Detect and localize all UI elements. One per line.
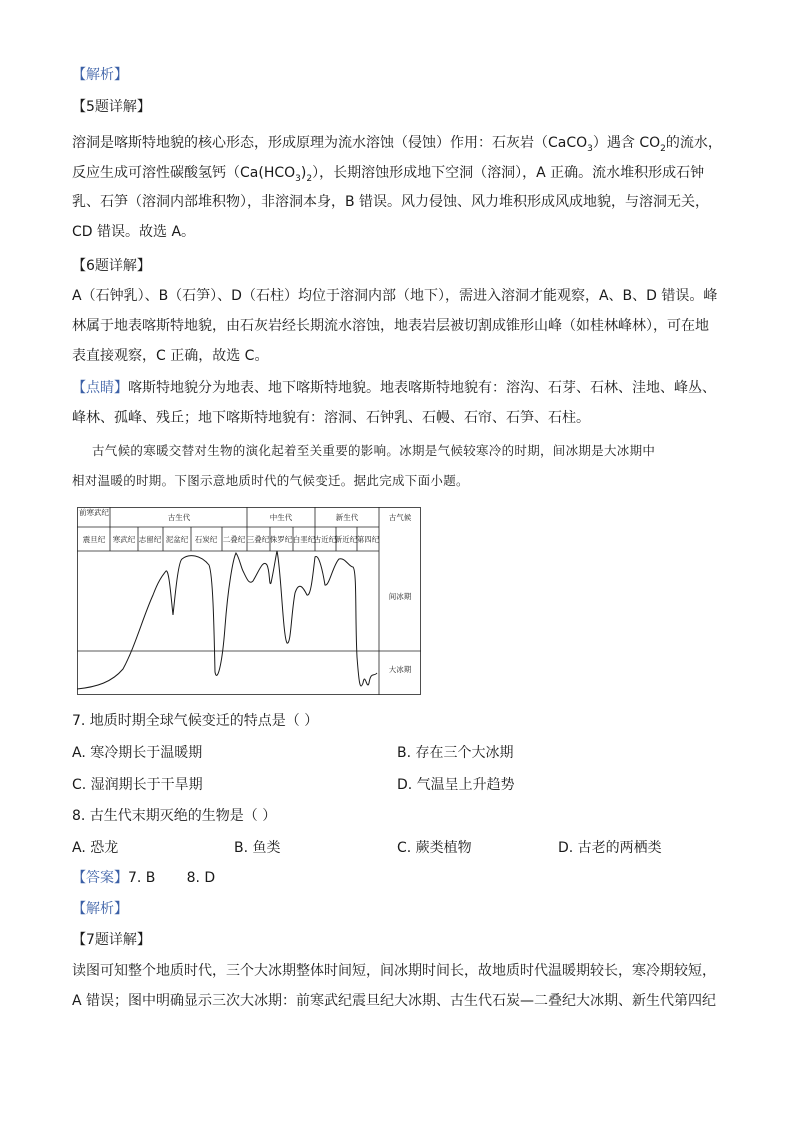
key-point-paragraph: 【点睛】喀斯特地貌分为地表、地下喀斯特地貌。地表喀斯特地貌有：溶沟、石芽、石林、洼地、峰丛、: [72, 380, 716, 396]
period-label: 白垩纪: [292, 535, 316, 544]
analysis-heading: 【解析】: [72, 67, 128, 83]
period-label: 志留纪: [138, 535, 162, 544]
period-label: 侏罗纪: [269, 535, 293, 544]
paragraph-line: 反应生成可溶性碳酸氢钙$(Ca(HCO_3)_2)$，长期溶蚀形成地下空洞（溶洞），A 正确。流水堆积形成石钟: [72, 165, 705, 184]
period-label: 寒武纪: [112, 535, 136, 544]
question-8-option-c[interactable]: C. 蕨类植物: [397, 840, 472, 856]
question-8-option-b[interactable]: B. 鱼类: [234, 840, 281, 856]
paragraph-line: 峰林、孤峰、残丘；地下喀斯特地貌有：溶洞、石钟乳、石幔、石帘、石笋、石柱。: [72, 410, 590, 426]
climate-curve: [77, 551, 377, 689]
ice-age-label: 大冰期: [388, 665, 412, 674]
era-cenozoic-label: 新生代: [335, 513, 359, 522]
period-label: 新近纪: [334, 535, 358, 544]
period-label: 二叠纪: [222, 535, 246, 544]
question-7: 7. 地质时期全球气候变迁的特点是（ ）: [72, 713, 319, 729]
era-mesozoic-label: 中生代: [269, 513, 293, 522]
period-label: 古近纪: [313, 535, 337, 544]
material-intro: 古气候的寒暖交替对生物的演化起着至关重要的影响。冰期是气候较寒冷的时期，间冰期是大冰期中: [92, 443, 656, 458]
question-5-detail-heading: 【5题详解】: [72, 99, 151, 115]
question-7-option-c[interactable]: C. 湿润期长于干旱期: [72, 777, 203, 793]
paragraph-line: CD 错误。故选 A。: [72, 224, 196, 240]
era-paleozoic-label: 古生代: [167, 513, 191, 522]
interglacial-label: 间冰期: [388, 592, 412, 601]
climate-change-figure: [77, 507, 421, 695]
period-label: 第四纪: [356, 535, 380, 544]
question-8-option-a[interactable]: A. 恐龙: [72, 840, 119, 856]
paragraph-line: A（石钟乳）、B（石笋）、D（石柱）均位于溶洞内部（地下），需进入溶洞才能观察，A、B、D 错误。峰: [72, 288, 718, 304]
question-7-detail-heading: 【7题详解】: [72, 932, 151, 948]
question-8-option-d[interactable]: D. 古老的两栖类: [558, 840, 662, 856]
paragraph-line: 读图可知整个地质时代，三个大冰期整体时间短，间冰期时间长，故地质时代温暖期较长，寒冷期较短，: [72, 963, 716, 979]
era-precambrian-label: 前寒武纪: [79, 508, 109, 517]
paragraph-line: 表直接观察，C 正确，故选 C。: [72, 348, 269, 364]
question-6-detail-heading: 【6题详解】: [72, 258, 151, 274]
answer-line: 【答案】7. B 8. D: [72, 870, 216, 886]
question-7-option-a[interactable]: A. 寒冷期长于温暖期: [72, 745, 203, 761]
paragraph-line: 林属于地表喀斯特地貌，由石灰岩经长期流水溶蚀，地表岩层被切割成锥形山峰（如桂林峰林），可在地: [72, 318, 709, 334]
paragraph-line: 溶洞是喀斯特地貌的核心形态，形成原理为流水溶蚀（侵蚀）作用：石灰岩（CaCO$_3$）遇含 $CO_2$的流水，: [72, 135, 722, 154]
question-7-option-d[interactable]: D. 气温呈上升趋势: [397, 777, 515, 793]
paragraph-line: A 错误；图中明确显示三次大冰期：前寒武纪震旦纪大冰期、古生代石炭—二叠纪大冰期、新生代第四纪: [72, 993, 717, 1009]
period-label: 石炭纪: [194, 535, 218, 544]
paragraph-line: 乳、石笋（溶洞内部堆积物），非溶洞本身，B 错误。风力侵蚀、风力堆积形成风成地貌，与溶洞无关，: [72, 194, 710, 210]
paleoclimate-label: 古气候: [388, 513, 412, 522]
analysis-heading: 【解析】: [72, 901, 128, 917]
period-label: 震旦纪: [82, 535, 106, 544]
period-label: 三叠纪: [246, 535, 270, 544]
question-8: 8. 古生代末期灭绝的生物是（ ）: [72, 808, 277, 824]
question-7-option-b[interactable]: B. 存在三个大冰期: [397, 745, 514, 761]
period-label: 泥盆纪: [165, 535, 189, 544]
material-intro: 相对温暖的时期。下图示意地质时代的气候变迁。据此完成下面小题。: [72, 473, 469, 488]
